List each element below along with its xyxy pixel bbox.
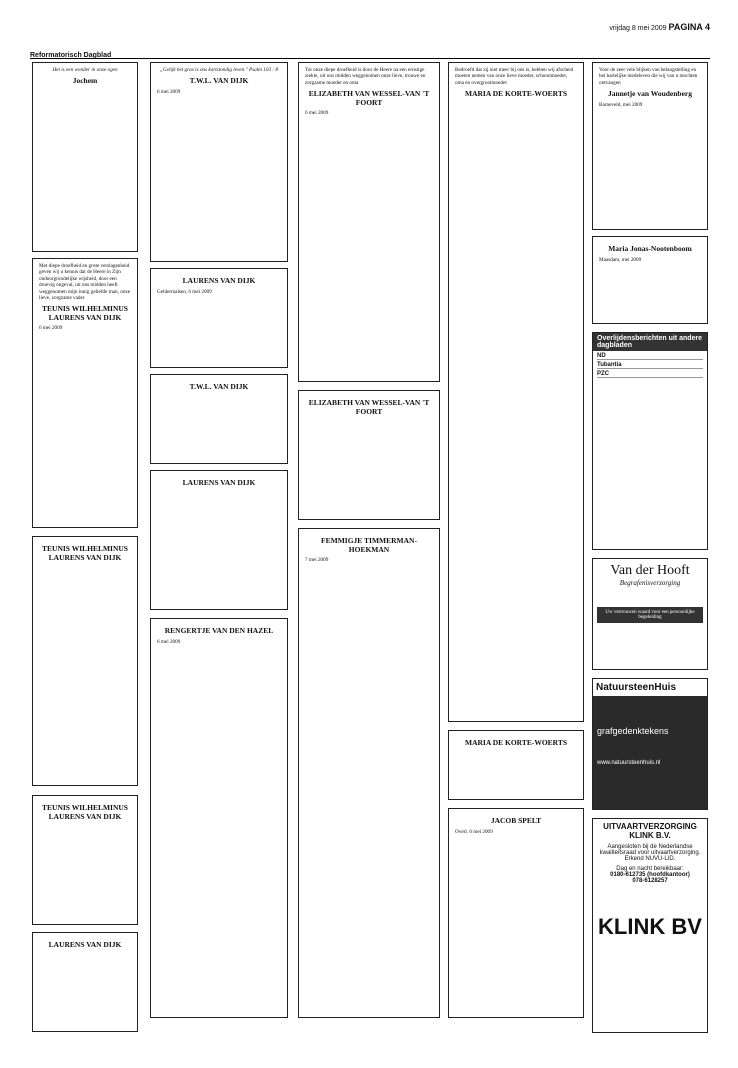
ad-elizabeth-body: Tot onze diepe droefheid is door de Heere na een ernstige ziekte, uit ons midden weggenomen onze lieve, trouwe en zorgzame moeder en oma <box>305 67 426 86</box>
ad-maria2-name: MARIA DE KORTE-WOERTS <box>465 738 567 747</box>
page-number: PAGINA 4 <box>668 22 710 32</box>
vanderhooft-name: Van der Hooft <box>610 563 690 578</box>
ad-maria-body: Bedroefd dat zij niet meer bij ons is, hebben wij afscheid moeten nemen van onze lieve moeder, schoonmoeder, oma en overgrootmoeder <box>455 67 574 86</box>
klink-logo: KLINK BV <box>598 914 702 939</box>
paper-name: Reformatorisch Dagblad <box>30 52 112 59</box>
ad-elizabeth2-name: ELIZABETH VAN WESSEL-VAN 'T FOORT <box>308 398 430 416</box>
ad-twl-date: 6 mei 2009 <box>157 88 181 95</box>
ad-elizabeth-name: ELIZABETH VAN WESSEL-VAN 'T FOORT <box>308 89 430 107</box>
ad-rengertje-date: 6 mei 2009 <box>157 638 181 645</box>
ad-rengertje-name: RENGERTJE VAN DEN HAZEL <box>164 626 274 635</box>
ad-twl2-name: T.W.L. VAN DIJK <box>189 382 249 391</box>
ad-laurens-name: LAURENS VAN DIJK <box>182 276 256 285</box>
section-tubantia: Tubantia <box>597 362 703 369</box>
ad-elizabeth-date: 6 mei 2009 <box>305 110 329 117</box>
section-nd: ND <box>597 353 703 360</box>
ad-laurens-2 <box>150 470 288 610</box>
ad-jannetje-place: Barneveld, mei 2009 <box>599 101 643 108</box>
ad-jonas <box>592 236 708 324</box>
ad-laurens-date: Geldermalsen, 6 mei 2009 <box>157 288 212 295</box>
ad-jannetje-name: Jannetje van Woudenberg <box>607 89 693 99</box>
vanderhooft-sub: Begrafenisverzorging <box>619 579 681 587</box>
ad-teunis-body: Met diepe droefheid en grote verslagenheid geven wij u kennis dat de Heere in Zijn ondoorgrondelijke wijsheid, door een droevig ongeval, uit ons midden heeft weggenomen mijn innig geliefde man, onze lieve, zorgzame vader <box>39 263 131 302</box>
ad-timmerman-name: FEMMIGJE TIMMERMAN-HOEKMAN <box>321 536 417 554</box>
ad-teunis-2 <box>32 536 138 786</box>
ad-rengertje <box>150 618 288 1018</box>
ad-jannetje-body: Voor de zeer vele blijken van belangstelling en het hartelijke medeleven die wij van u mochten ontvangen <box>599 67 698 86</box>
ad-jacob-name: JACOB SPELT <box>490 816 542 825</box>
header-rule <box>30 58 710 59</box>
klink-night: Dag en nacht bereikbaar: <box>616 866 684 872</box>
ad-timmerman <box>298 528 440 1018</box>
ad-maria <box>448 62 584 722</box>
natuursteen-url: www.natuursteenhuis.nl <box>597 760 661 766</box>
ad-jochem: Het is een wonder in onze ogen Jochem <box>32 62 138 252</box>
natuursteen-sub: grafgedenktekens <box>597 726 669 736</box>
ad-elizabeth <box>298 62 440 382</box>
overlijdens-panel <box>592 332 708 550</box>
ad-teunis-date: 6 mei 2009 <box>39 325 63 332</box>
ad-klink <box>592 818 708 1033</box>
ad-laurens-small-name: LAURENS VAN DIJK <box>48 940 122 949</box>
ad-maria-2 <box>448 730 584 800</box>
ad-natuursteen <box>592 678 708 810</box>
klink-phone1: 0180-612735 (hoofdkantoor) <box>610 872 690 878</box>
ad-jacob-date: Overl. 6 mei 2009 <box>455 828 493 835</box>
klink-body: Aangesloten bij de Nederlandse kwaliteitsraad voor uitvaartverzorging. Erkend NUVU-LID. <box>599 844 701 862</box>
ad-elizabeth-2 <box>298 390 440 520</box>
natuursteen-name: NatuursteenHuis <box>593 679 707 696</box>
ad-laurens2-name: LAURENS VAN DIJK <box>182 478 256 487</box>
section-pzc: PZC <box>597 371 703 378</box>
klink-phone2: 078-6128257 <box>632 878 668 884</box>
ad-vanderhooft <box>592 558 708 670</box>
overlijdens-title: Overlijdensberichten uit andere dagbladen <box>593 333 707 351</box>
ad-jonas-name: Maria Jonas-Nootenboom <box>608 244 692 253</box>
ad-jannetje <box>592 62 708 230</box>
ad-timmerman-date: 7 mei 2009 <box>305 557 329 563</box>
ad-twl-name: T.W.L. VAN DIJK <box>189 76 249 86</box>
ad-maria-name: MARIA DE KORTE-WOERTS <box>465 89 567 99</box>
ad-twl-quote: „Gelijk het gras is ons kortstondig leven." Psalm 103 : 8 <box>160 67 278 73</box>
ad-laurens <box>150 268 288 368</box>
klink-title: UITVAARTVERZORGING KLINK B.V. <box>603 822 697 840</box>
ad-teunis3-name: TEUNIS WILHELMINUS LAURENS VAN DIJK <box>42 803 128 821</box>
vanderhooft-slogan: Uw vertrouwen waard voor een persoonlijke begeleiding <box>597 607 703 623</box>
ad-teunis <box>32 258 138 528</box>
ad-laurens-small <box>32 932 138 1032</box>
ad-teunis-name: TEUNIS WILHELMINUS LAURENS VAN DIJK <box>42 304 128 322</box>
ad-teunis2-name: TEUNIS WILHELMINUS LAURENS VAN DIJK <box>42 544 128 562</box>
ad-teunis-3 <box>32 795 138 925</box>
header-date: vrijdag 8 mei 2009 <box>609 25 667 32</box>
ad-jonas-date: Maasdam, mei 2009 <box>599 256 642 263</box>
page-header <box>30 22 710 36</box>
ad-jacob <box>448 808 584 1018</box>
ad-twl <box>150 62 288 262</box>
ad-twl-2 <box>150 374 288 464</box>
